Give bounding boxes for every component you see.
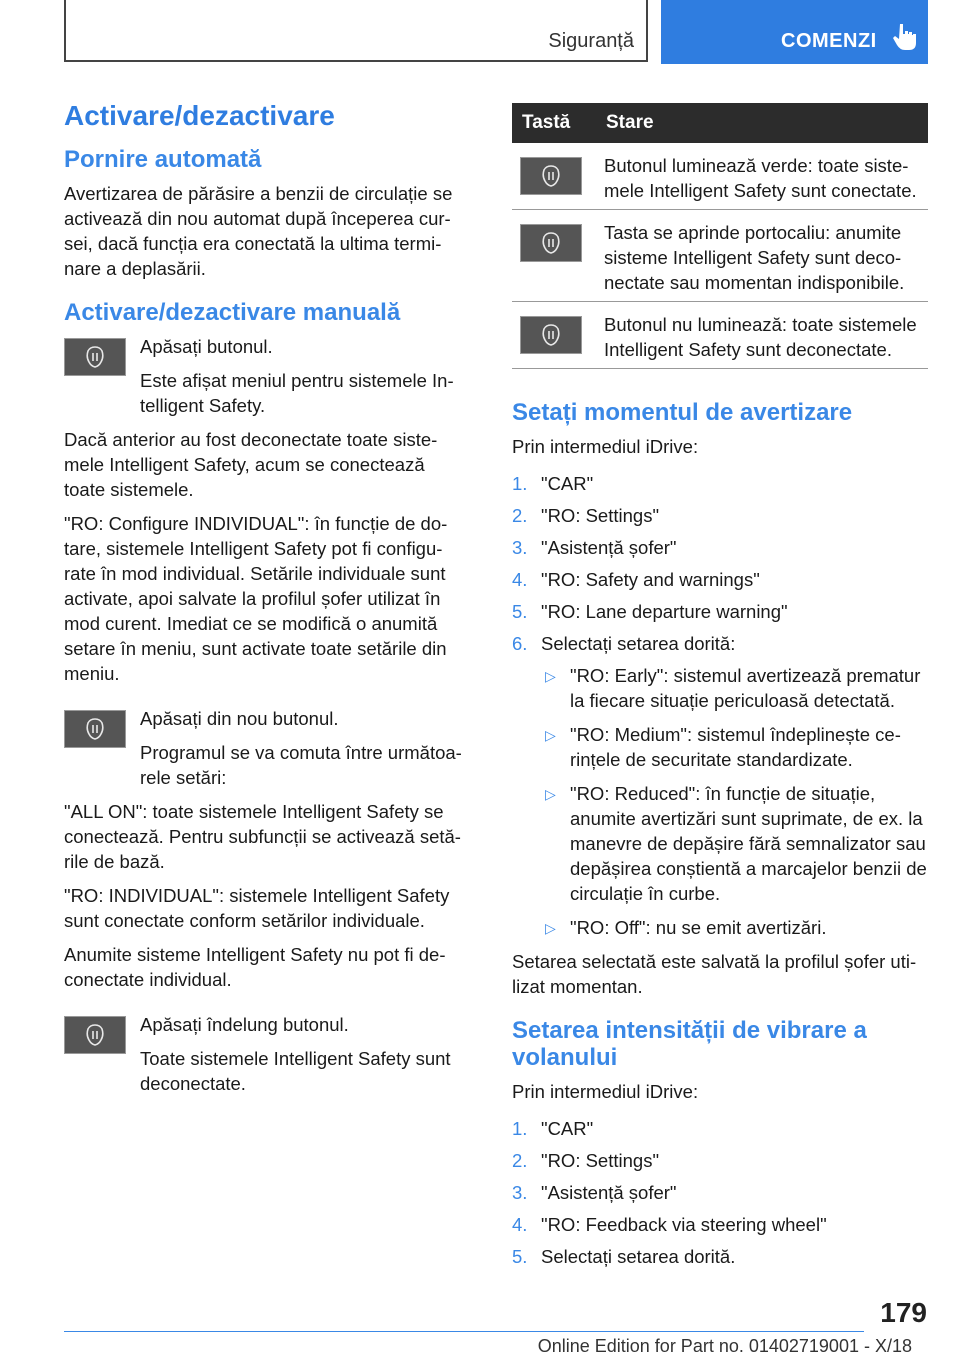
step-number: 1. [512, 1118, 528, 1139]
warning-time-intro: Prin intermediul iDrive: [512, 436, 699, 457]
page-header [64, 0, 928, 64]
manual-text-2: Dacă anterior au fost deconectate toate sistemele Intelligent Safety, acum se conectează toate sistemele. [64, 429, 438, 500]
step-text: "RO: Feedback via steering wheel" [541, 1214, 827, 1235]
press-button-row [64, 334, 464, 418]
press-button-result: Este afișat meniul pentru sistemele Intelligent Safety. [140, 370, 454, 416]
list-item [512, 1180, 928, 1205]
table-row [512, 302, 928, 369]
press-again-result: Programul se va comuta între următoarele setări: [140, 742, 462, 788]
option-text: "RO: Medium": sistemul îndeplinește cerințele de securitate standardizate. [570, 724, 901, 770]
triangle-bullet-icon: ▷ [545, 668, 556, 684]
column-header-key: Tastă [512, 103, 596, 143]
manual-text-3: "RO: Configure INDIVIDUAL": în funcție de dotare, sistemele Intelligent Safety pot fi configurate în mod individual. Setările individuale sunt activate, apoi salvate la profilul șofer utilizat în mod curent. Imediat ce se modifică o anumită setare în meniu, sunt activate toate setările din meniu. [64, 513, 448, 684]
step-text: "CAR" [541, 1118, 594, 1139]
step-text: "CAR" [541, 473, 594, 494]
table-cell-status: Butonul nu luminează: toate sistemele Intelligent Safety sunt deconectate. [596, 302, 928, 369]
warning-time-note: Setarea selectată este salvată la profilul șofer utilizat momentan. [512, 951, 917, 997]
triangle-bullet-icon: ▷ [545, 727, 556, 743]
section-title: Activare/dezactivare [64, 100, 335, 131]
active-chapter-tab[interactable] [661, 0, 928, 64]
option-text: "RO: Off": nu se emit avertizări. [570, 917, 827, 938]
table-header-row [512, 103, 928, 143]
press-long-row [64, 1012, 464, 1096]
list-item [512, 599, 928, 624]
step-number: 3. [512, 537, 528, 558]
press-long-result: Toate sistemele Intelligent Safety sunt deconectate. [140, 1048, 451, 1094]
list-item [541, 722, 928, 772]
option-text: "RO: Reduced": în funcție de situație, anumite avertizări sunt suprimate, de ex. la manevre de depășire fără semnalizator sau depășirea conștientă a marcajelor benzii de circulație în curbe. [570, 783, 927, 904]
step-text: "RO: Safety and warnings" [541, 569, 760, 590]
list-item [512, 1244, 928, 1269]
step-text: "Asistență șofer" [541, 1182, 677, 1203]
page-number: 179 [880, 1297, 927, 1328]
table-cell-icon [512, 302, 596, 369]
table-cell-status: Tasta se aprinde portocaliu: anumite sisteme Intelligent Safety sunt deconectate sau momentan indisponibile. [596, 210, 928, 302]
vibration-intro: Prin intermediul iDrive: [512, 1081, 699, 1102]
active-tab-label: COMENZI [781, 30, 877, 52]
list-item [512, 567, 928, 592]
list-item [512, 471, 928, 496]
step-text: "RO: Lane departure warning" [541, 601, 788, 622]
list-item [512, 1148, 928, 1173]
auto-start-section [64, 146, 464, 281]
step-number: 5. [512, 1246, 528, 1267]
list-item [541, 663, 928, 713]
column-header-status: Stare [596, 103, 928, 143]
step-number: 2. [512, 1150, 528, 1171]
list-item [512, 503, 928, 528]
step-number: 5. [512, 601, 528, 622]
manual-text-5: "RO: INDIVIDUAL": sistemele Intelligent Safety sunt conectate conform setărilor individuale. [64, 885, 450, 931]
intelligent-safety-button-icon [64, 1016, 126, 1054]
manual-text-4: "ALL ON": toate sistemele Intelligent Safety se conectează. Pentru subfuncții se activează setările de bază. [64, 801, 461, 872]
list-item [512, 1116, 928, 1141]
right-column [512, 103, 928, 1281]
warning-time-steps [512, 471, 928, 656]
step-number: 4. [512, 569, 528, 590]
table-row [512, 143, 928, 210]
step-text: Selectați setarea dorită: [541, 633, 736, 654]
footer-edition: Online Edition for Part no. 01402719001 - X/18 [537, 1336, 912, 1356]
intelligent-safety-button-icon [64, 710, 126, 748]
intelligent-safety-button-icon [520, 316, 582, 354]
step-text: "Asistență șofer" [541, 537, 677, 558]
intelligent-safety-button-icon [64, 338, 126, 376]
intelligent-safety-button-icon [520, 157, 582, 195]
left-column [64, 100, 464, 1105]
press-long-text: Apăsați îndelung butonul. [140, 1014, 349, 1035]
auto-start-text: Avertizarea de părăsire a benzii de circulație se activează din nou automat după începerea cursei, dacă funcția era conectată la ultima terminare a deplasării. [64, 183, 453, 279]
step-number: 2. [512, 505, 528, 526]
step-number: 6. [512, 633, 528, 654]
vibration-heading: Setarea intensității de vibrare a volanului [512, 1017, 867, 1071]
triangle-bullet-icon: ▷ [545, 786, 556, 802]
list-item [512, 535, 928, 560]
section-tab[interactable] [64, 0, 648, 62]
list-item [512, 1212, 928, 1237]
manual-heading: Activare/dezactivare manuală [64, 299, 401, 326]
auto-start-heading: Pornire automată [64, 146, 262, 173]
hand-pointer-icon [892, 22, 918, 50]
manual-section [64, 299, 464, 1096]
table-row [512, 210, 928, 302]
step-text: "RO: Settings" [541, 505, 660, 526]
step-number: 1. [512, 473, 528, 494]
table-cell-status: Butonul luminează verde: toate sistemele Intelligent Safety sunt conectate. [596, 143, 928, 210]
step-number: 3. [512, 1182, 528, 1203]
manual-text-6: Anumite sisteme Intelligent Safety nu pot fi deconectate individual. [64, 944, 446, 990]
footer-divider [64, 1331, 864, 1332]
step-number: 4. [512, 1214, 528, 1235]
section-tab-label: Siguranță [548, 30, 634, 52]
warning-time-section [512, 399, 928, 999]
list-item [512, 631, 928, 656]
vibration-section [512, 1017, 928, 1269]
option-text: "RO: Early": sistemul avertizează prematur la fiecare situație periculoasă detectată. [570, 665, 921, 711]
button-status-table [512, 103, 928, 369]
warning-time-heading: Setați momentul de avertizare [512, 399, 853, 426]
triangle-bullet-icon: ▷ [545, 920, 556, 936]
step-text: Selectați setarea dorită. [541, 1246, 736, 1267]
press-button-text: Apăsați butonul. [140, 336, 273, 357]
vibration-steps [512, 1116, 928, 1269]
step-text: "RO: Settings" [541, 1150, 660, 1171]
table-cell-icon [512, 143, 596, 210]
table-cell-icon [512, 210, 596, 302]
intelligent-safety-button-icon [520, 224, 582, 262]
warning-time-options [512, 663, 928, 940]
press-again-row [64, 706, 464, 790]
press-again-text: Apăsați din nou butonul. [140, 708, 339, 729]
list-item [541, 915, 928, 940]
list-item [541, 781, 928, 906]
